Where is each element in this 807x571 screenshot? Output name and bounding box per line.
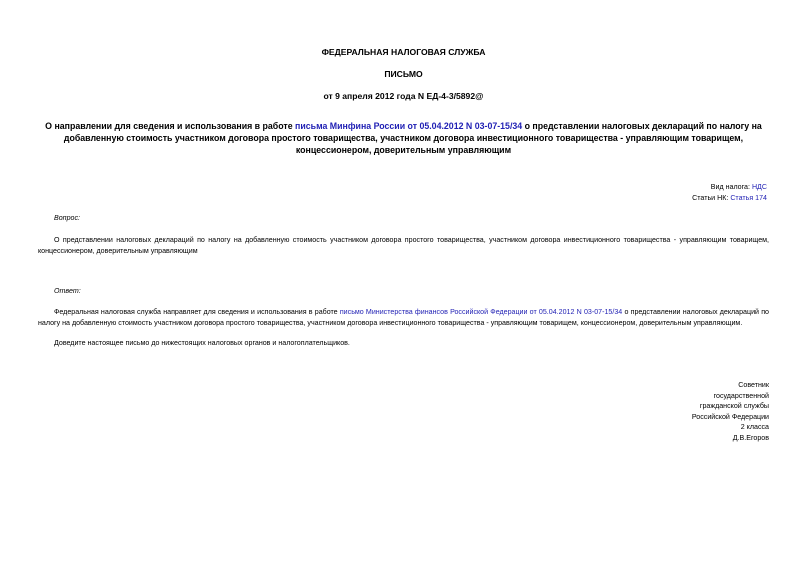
tax-type-link[interactable]: НДС	[751, 183, 767, 191]
question-text: О представлении налоговых деклараций по налогу на добавленную стоимость участником договора простого товарищества, участником договора инвестиционного товарищества - управляющим товарищем, концессионером, доверительным управляющим	[38, 236, 769, 255]
signature-line: Советник	[738, 381, 769, 389]
answer-label: Ответ:	[54, 287, 81, 295]
subject-text-after: о представлении налоговых деклараций по налогу на добавленную стоимость участником договора простого товарищества, участником договора инвестиционного товарищества - управляющим товарищем, концессионером, доверительным управляющим	[63, 121, 762, 155]
answer-paragraph-2: Доведите настоящее письмо до нижестоящих налоговых органов и налогоплательщиков.	[54, 339, 350, 347]
document-type: ПИСЬМО	[384, 69, 423, 79]
document-subject	[28, 120, 779, 156]
signature-line: Российской Федерации	[691, 412, 769, 421]
tax-code-article-label: Статьи НК:	[692, 194, 731, 202]
signature-block	[649, 380, 769, 443]
subject-link-minfin-letter[interactable]: письма Минфина России от 05.04.2012 N 03-07-15/34	[295, 121, 523, 131]
answer-text-after: о представлении налоговых деклараций по налогу на добавленную стоимость участником договора простого товарищества, участником договора инвестиционного товарищества - управляющим товарищем, концессионером, доверительным управляющим.	[38, 308, 769, 327]
signatory-name: Д.В.Егоров	[732, 433, 769, 442]
signature-line: гражданской службы	[699, 402, 769, 410]
document-date-number: от 9 апреля 2012 года N ЕД-4-3/5892@	[323, 91, 484, 101]
question-label: Вопрос:	[54, 214, 80, 222]
signature-line: государственной	[713, 391, 769, 400]
answer-paragraph-1	[38, 307, 769, 328]
agency-title: ФЕДЕРАЛЬНАЯ НАЛОГОВАЯ СЛУЖБА	[321, 47, 486, 57]
answer-link-minfin-letter[interactable]: письмо Министерства финансов Российской Федерации от 05.04.2012 N 03-07-15/34	[339, 308, 623, 316]
tax-code-article-line	[692, 193, 767, 203]
signature-line: 2 класса	[740, 423, 769, 431]
answer-text-before: Федеральная налоговая служба направляет для сведения и использования в работе	[54, 308, 340, 316]
subject-text-before: О направлении для сведения и использования в работе	[45, 121, 296, 131]
tax-code-article-link[interactable]: Статья 174	[730, 194, 767, 202]
tax-type-line	[711, 182, 767, 192]
tax-type-label: Вид налога:	[710, 183, 752, 191]
